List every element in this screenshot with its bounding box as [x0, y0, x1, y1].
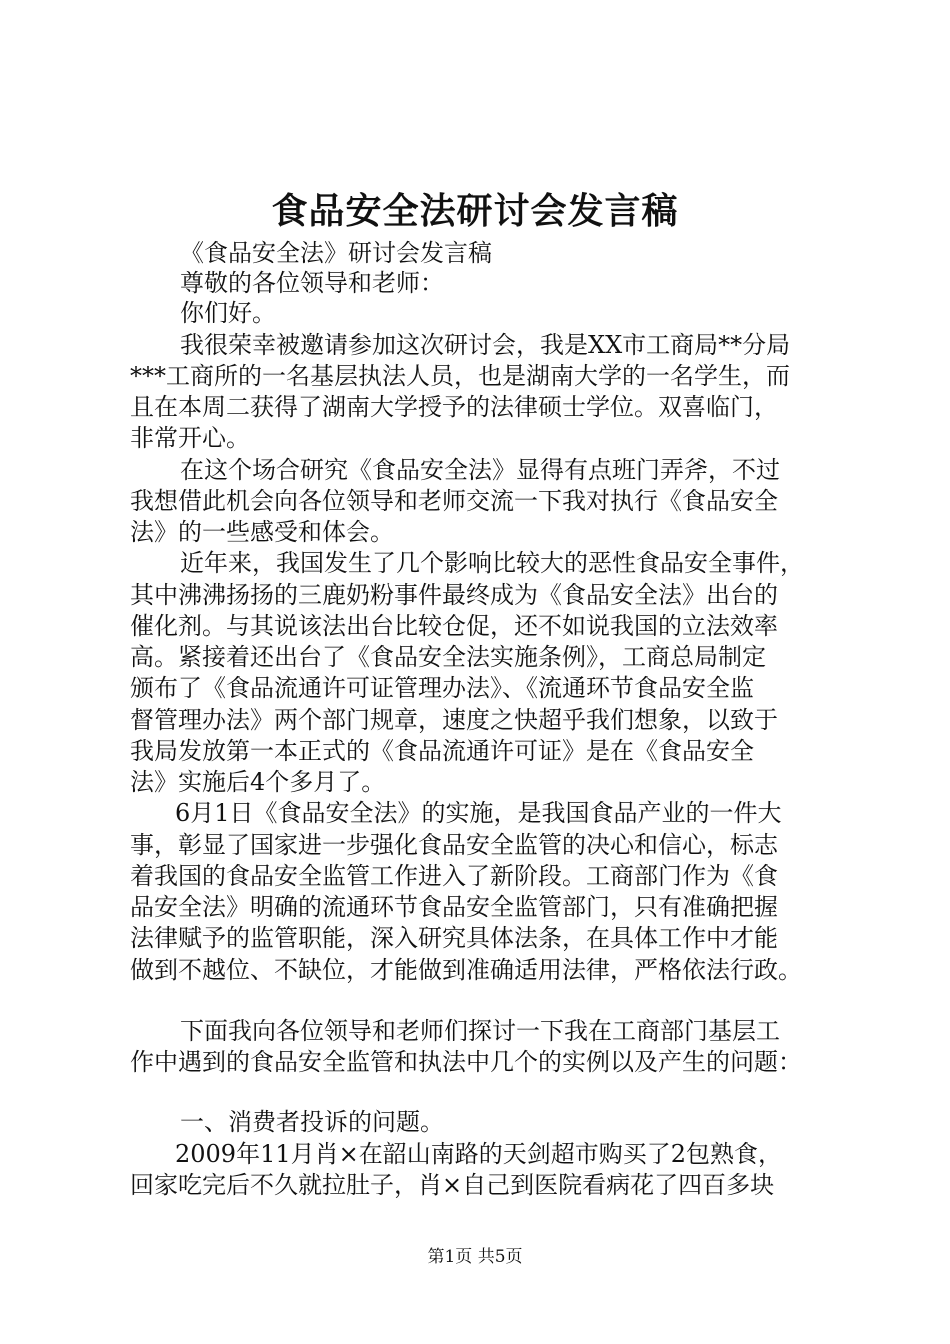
text-line: 我想借此机会向各位领导和老师交流一下我对执行《食品安全: [130, 487, 778, 515]
text-line: 督管理办法》两个部门规章，速度之快超乎我们想象，以致于: [130, 706, 778, 734]
text-line: 在这个场合研究《食品安全法》显得有点班门弄斧，不过: [180, 456, 780, 484]
text-line: 尊敬的各位领导和老师：: [180, 269, 444, 297]
text-line: 催化剂。与其说该法出台比较仓促，还不如说我国的立法效率: [130, 612, 778, 640]
text-line: 非常开心。: [130, 424, 250, 452]
text-line: 着我国的食品安全监管工作进入了新阶段。工商部门作为《食: [130, 862, 778, 890]
text-line: 法律赋予的监管职能，深入研究具体法条，在具体工作中才能: [130, 924, 778, 952]
text-line: 我局发放第一本正式的《食品流通许可证》是在《食品安全: [130, 737, 754, 765]
text-line: 事，彰显了国家进一步强化食品安全监管的决心和信心，标志: [130, 831, 778, 859]
text-line: ***工商所的一名基层执法人员，也是湖南大学的一名学生，而: [130, 362, 790, 390]
page-footer: 第1页 共5页: [427, 1247, 523, 1267]
text-line: 高。紧接着还出台了《食品安全法实施条例》，工商总局制定: [130, 643, 766, 671]
text-line: 你们好。: [180, 299, 276, 327]
document-title: 食品安全法研讨会发言稿: [271, 190, 679, 232]
text-line: 6月1日《食品安全法》的实施，是我国食品产业的一件大: [175, 799, 782, 827]
text-line: 其中沸沸扬扬的三鹿奶粉事件最终成为《食品安全法》出台的: [130, 581, 778, 609]
text-line: 2009年11月肖×在韶山南路的天剑超市购买了2包熟食，: [175, 1140, 782, 1168]
text-line: 作中遇到的食品安全监管和执法中几个的实例以及产生的问题：: [130, 1048, 802, 1076]
text-line: 近年来，我国发生了几个影响比较大的恶性食品安全事件，: [180, 549, 804, 577]
text-line: 一、消费者投诉的问题。: [180, 1108, 444, 1136]
text-line: 回家吃完后不久就拉肚子，肖×自己到医院看病花了四百多块: [130, 1171, 775, 1199]
text-line: 下面我向各位领导和老师们探讨一下我在工商部门基层工: [180, 1017, 780, 1045]
text-line: 品安全法》明确的流通环节食品安全监管部门，只有准确把握: [130, 893, 778, 921]
text-line: 我很荣幸被邀请参加这次研讨会，我是XX市工商局**分局: [180, 331, 791, 359]
text-line: 法》的一些感受和体会。: [130, 518, 394, 546]
text-line: 《食品安全法》研讨会发言稿: [180, 239, 492, 267]
text-line: 颁布了《食品流通许可证管理办法》、《流通环节食品安全监: [130, 674, 754, 702]
text-line: 且在本周二获得了湖南大学授予的法律硕士学位。双喜临门，: [130, 393, 778, 421]
text-line: 做到不越位、不缺位，才能做到准确适用法律，严格依法行政。: [130, 956, 802, 984]
text-line: 法》实施后4个多月了。: [130, 768, 386, 796]
